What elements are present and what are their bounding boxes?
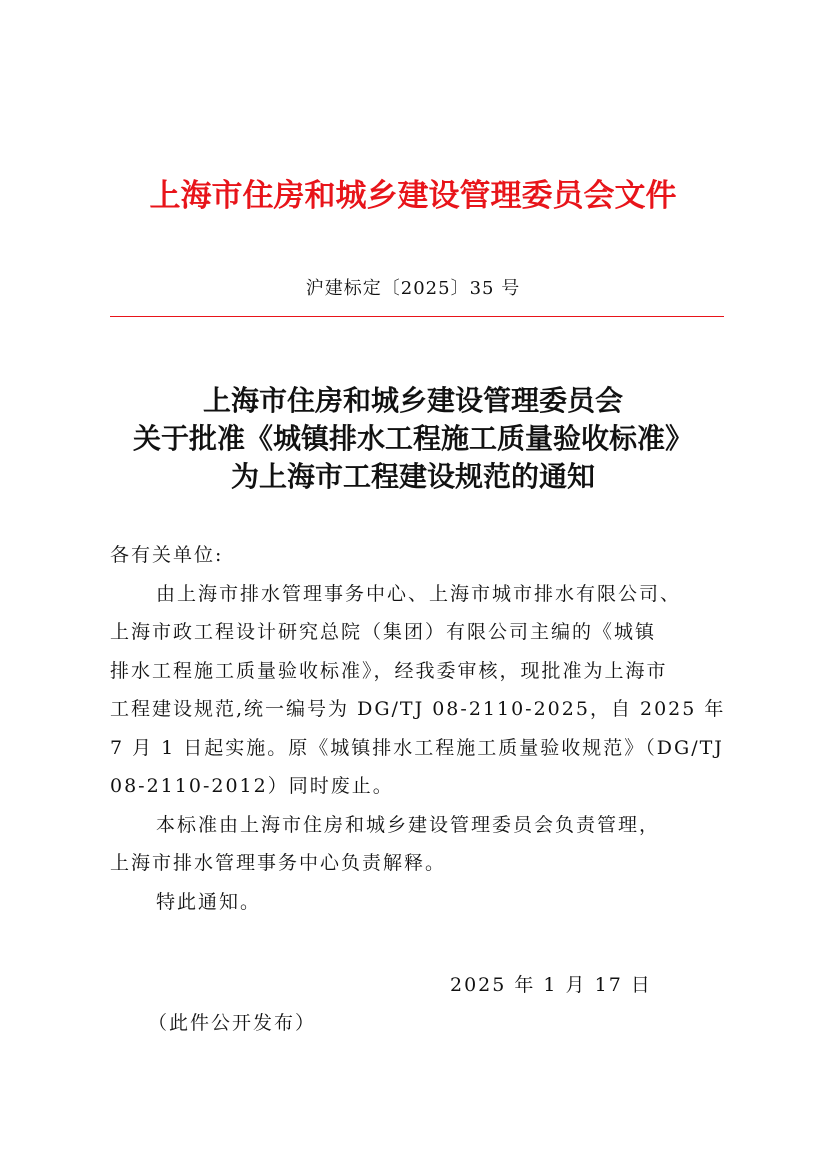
- paragraph-1-line-1: 由上海市排水管理事务中心、上海市城市排水有限公司、: [156, 582, 682, 605]
- document-header-title: 上海市住房和城乡建设管理委员会文件: [149, 178, 677, 214]
- publish-note: （此件公开发布）: [148, 1012, 317, 1034]
- notice-title-line-2: 关于批准《城镇排水工程施工质量验收标准》: [132, 422, 693, 455]
- paragraph-1-line-4: 工程建设规范,统一编号为 DG/TJ 08-2110-2025，自 2025 年: [110, 698, 726, 720]
- paragraph-1-line-3: 排水工程施工质量验收标准》，经我委审核，现批准为上海市: [110, 659, 668, 682]
- document-number: 沪建标定〔2025〕35 号: [305, 278, 521, 299]
- notice-title-line-1: 上海市住房和城乡建设管理委员会: [202, 384, 623, 417]
- notice-title: [0, 382, 826, 496]
- paragraph-2-line-2: 上海市排水管理事务中心负责解释。: [110, 852, 447, 874]
- paragraph-1-line-2: 上海市政工程设计研究总院（集团）有限公司主编的《城镇: [110, 621, 657, 643]
- closing-line: 特此通知。: [156, 890, 262, 913]
- issue-date: 2025 年 1 月 17 日: [450, 974, 652, 996]
- paragraph-1-line-5: 7 月 1 日起实施。原《城镇排水工程施工质量验收规范》（DG/TJ: [110, 736, 724, 759]
- paragraph-2-line-1: 本标准由上海市住房和城乡建设管理委员会负责管理，: [156, 813, 661, 836]
- notice-title-line-3: 为上海市工程建设规范的通知: [230, 460, 595, 493]
- paragraph-1-line-6: 08-2110-2012）同时废止。: [110, 775, 394, 797]
- red-divider-line: [110, 316, 724, 317]
- notice-body: [110, 536, 726, 921]
- salutation: 各有关单位:: [110, 544, 224, 566]
